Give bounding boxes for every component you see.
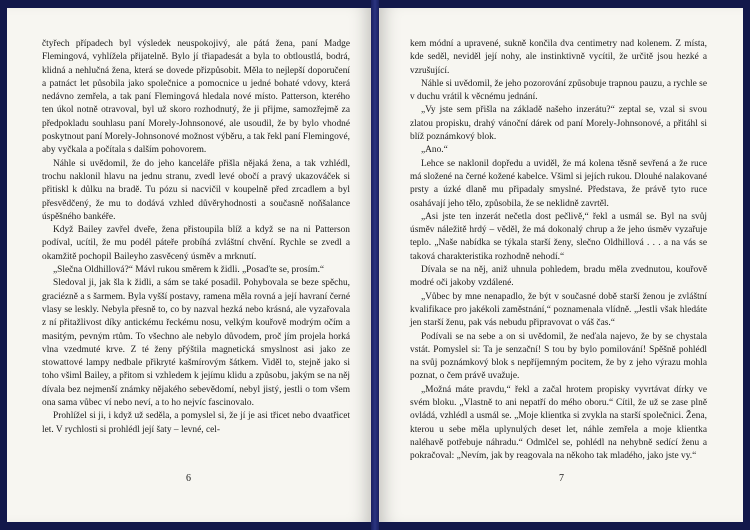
page-number: 7 [559,473,564,484]
paragraph: „Ano.“ [421,145,448,156]
paragraph: čtyřech případech byl výsledek neuspokojivý, ale pátá žena, paní Madge Flemingová, vyhlížela přijatelně. Bylo jí třiapadesát a byla to obtloustlá, bodrá, klidná a nehlučná žena, která se dovede přizpůsobit. Měla to nejlepší doporučení a patnáct let působila jako společnice a pomocnice u jedné bohaté vdovy, která nedávno zemřela, a tak paní Flemingová hledala nové místo. Patterson, kterého ten úkol notně otravoval, byl už skoro rozhodnutý, že ji přijme, samozřejmě za předpokladu souhlasu paní Morely-Johnsonové, ale usoudil, že by bylo vhodné poskytnout paní Morely-Johnsonové možnost výběru, a tak řekl paní Flemingové, aby vyčkala a počítala s dalším pohovorem. [42,39,350,156]
paragraph: „Vůbec by mne nenapadlo, že být v současné době starší ženou je zvláštní kvalifikace pro jakékoli zaměstnání,“ poznamenala vlídně. „Jestli však hledáte jen starší ženu, pak vás nebudu připravovat o váš čas.“ [410,291,707,329]
left-page-text [42,38,350,437]
page-number: 6 [186,473,191,484]
paragraph: Dívala se na něj, aniž uhnula pohledem, bradu měla zvednutou, kouřově modré oči jakoby vzdálené. [410,265,707,289]
paragraph: kem módní a upravené, sukně končila dva centimetry nad kolenem. Z místa, kde seděl, neviděl její nohy, ale instinktivně vycítil, že určitě jsou hezké a vzrušující. [410,39,707,76]
left-page [7,8,371,522]
paragraph: „Vy jste sem přišla na základě našeho inzerátu?“ zeptal se, vzal si svou zlatou propisku, drahý vánoční dárek od paní Morely-Johnsonové, a přitáhl si blíž poznámkový blok. [410,105,707,143]
paragraph: Prohlížel si ji, i když už seděla, a pomyslel si, že jí je asi třicet nebo dvaatřicet let. V rychlosti si prohlédl její šaty – levné, cel- [42,411,350,435]
paragraph: „Možná máte pravdu,“ řekl a začal hrotem propisky vyvrtávat dírky ve svém bloku. „Vlastně to ani nepatří do mého oboru.“ Cítil, že už se zase plně ovládá, vzhlédl a usmál se. „Moje klientka si zvykla na starší společnici. Žena, kterou u sebe měla uplynulých deset let, náhle zemřela a moje klientka naléhavě potřebuje náhradu.“ Odmlčel se, pohlédl na nehybně sedící ženu a pokračoval: „Nevím, jak by reagovala na někoho tak mladého, jako jste vy.“ [410,384,707,462]
right-page-text [410,38,707,464]
paragraph: Sledoval ji, jak šla k židli, a sám se také posadil. Pohybovala se beze spěchu, graciézně a s šarmem. Byla vyšší postavy, ramena měla rovná a její havraní černé vlasy se leskly. Nebyla přesně to, co by nazval hezká nebo krásná, ale vyzařovala z ní přitažlivost díky antickému řeckému nosu, velkým kouřově modrým očím a masitým, pevným rtům. To všechno ale nebylo důvodem, proč jím projela horká vlna vzedmuté krve. Z té ženy přýštila magnetická smyslnost asi jako ze stowattové lampy nedbale přikryté kašmírovým šátkem. Viděl to, stejně jako si toho všiml Bailey, a přitom si vzhledem k jejímu klidu a způsobu, jakým se na něj dívala bez nejmenší známky nějakého sebevědomí, nebyl jistý, jestli o tom všem ona sama vůbec ví nebo neví, a to ho nejvíc fascinovalo. [42,278,350,409]
paragraph: Když Bailey zavřel dveře, žena přistoupila blíž a když se na ni Patterson podíval, ucítil, že mu podél páteře probíhá zvláštní chvění. Rychle se zvedl a okamžitě pochopil Baileyho zasvěcený úsměv a mrknutí. [42,225,350,262]
book-spine [371,0,379,530]
paragraph: Náhle si uvědomil, že do jeho kanceláře přišla nějaká žena, a tak vzhlédl, trochu naklonil hlavu na jednu stranu, zvedl levé obočí a pravý ukazováček si přitiskl k důlku na bradě. Tu pózu si nacvičil v koupelně před zrcadlem a byl přesvědčený, že mu to dodává vzhled důvěryhodnosti a současně noňšalance úspěšného bankéře. [42,158,350,222]
paragraph: „Asi jste ten inzerát nečetla dost pečlivě,“ řekl a usmál se. Byl na svůj úsměv náležitě hrdý – věděl, že má dokonalý chrup a že jeho úsměv vyzařuje teplo. „Naše nabídka se týkala starší ženy, slečno Oldhillová . . . a na vás se taková charakteristika rozhodně nehodí.“ [410,211,707,262]
right-page [379,8,743,522]
paragraph: Podívali se na sebe a on si uvědomil, že neďala najevo, že by se chystala vstát. Pomyslel si: Ta je senzační! S tou by bylo pomilování! Spěšně pohlédl na svůj poznámkový blok s nepříjemným pocitem, že by z jeho výrazu mohla poznat, o čem právě uvažuje. [410,331,707,382]
paragraph: „Slečna Oldhillová?“ Mávl rukou směrem k židli. „Posaďte se, prosím.“ [53,265,325,276]
paragraph: Lehce se naklonil dopředu a uviděl, že má kolena těsně sevřená a že ruce má složené na černé kožené kabelce. Všiml si jejích rukou. Dlouhé nalakované prsty a úzké dlaně mu připadaly smyslné. Představa, že právě tyto ruce osahávají jeho tělo, způsobila, že se neklidně zavrtěl. [410,158,707,209]
paragraph: Náhle si uvědomil, že jeho pozorování způsobuje trapnou pauzu, a rychle se v duchu vrátil k věcnému jednání. [410,78,707,103]
